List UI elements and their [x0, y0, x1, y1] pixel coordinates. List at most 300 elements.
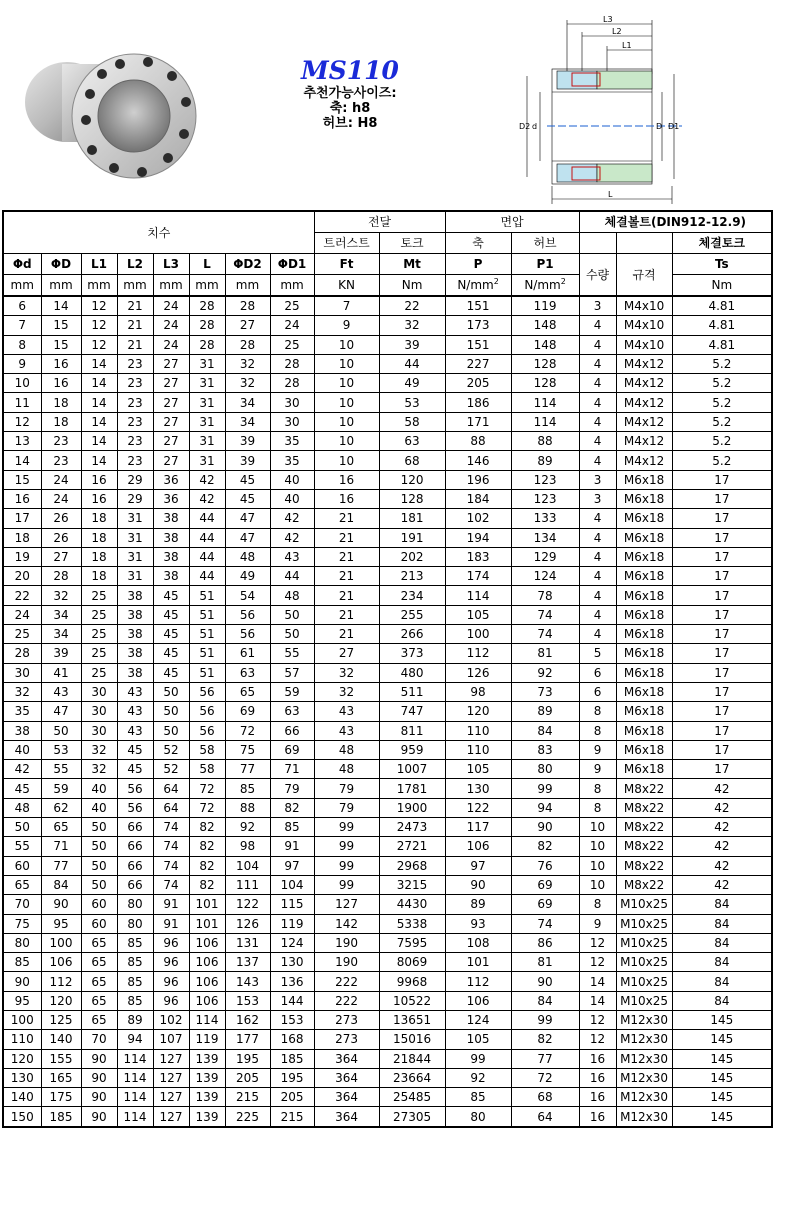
table-cell: 213	[379, 567, 445, 586]
table-cell: 9	[3, 354, 41, 373]
table-cell: 127	[153, 1107, 189, 1127]
table-cell: 99	[314, 856, 379, 875]
table-cell: 30	[270, 412, 314, 431]
table-cell: 10	[314, 451, 379, 470]
table-cell: M6x18	[616, 567, 672, 586]
table-cell: 19	[3, 547, 41, 566]
symbol-cell: L2	[117, 254, 153, 275]
table-cell: 16	[81, 470, 117, 489]
table-cell: 125	[41, 1010, 81, 1029]
table-cell: 65	[3, 875, 41, 894]
table-cell: 25	[81, 586, 117, 605]
group-dims: 치수	[3, 211, 314, 254]
table-cell: 18	[81, 528, 117, 547]
table-cell: 10	[314, 412, 379, 431]
table-cell: 96	[153, 972, 189, 991]
table-cell: 22	[3, 586, 41, 605]
unit-text: mm	[10, 278, 34, 292]
table-cell: 50	[81, 818, 117, 837]
symbol-cell: Mt	[379, 254, 445, 275]
table-cell: 11	[3, 393, 41, 412]
table-cell: 17	[672, 470, 772, 489]
table-cell: 45	[117, 740, 153, 759]
table-cell: 110	[3, 1030, 41, 1049]
table-row	[3, 509, 772, 528]
table-cell: 130	[445, 779, 511, 798]
table-cell: 72	[189, 779, 225, 798]
table-cell: 165	[41, 1068, 81, 1087]
table-cell: 45	[153, 586, 189, 605]
symbol-cell: 수량	[579, 254, 616, 297]
unit-text: N/mm	[524, 278, 561, 292]
table-cell: M4x12	[616, 393, 672, 412]
table-cell: M6x18	[616, 702, 672, 721]
table-cell: 90	[81, 1049, 117, 1068]
table-cell: 31	[117, 509, 153, 528]
table-cell: 63	[379, 432, 445, 451]
table-cell: 69	[511, 875, 579, 894]
table-cell: 68	[379, 451, 445, 470]
hub-value: H8	[357, 116, 378, 131]
unit-cell	[225, 275, 270, 297]
table-cell: 78	[511, 586, 579, 605]
table-cell: 32	[314, 682, 379, 701]
table-cell: 112	[445, 972, 511, 991]
table-cell: 1781	[379, 779, 445, 798]
table-cell: 6	[579, 682, 616, 701]
table-cell: 106	[189, 972, 225, 991]
table-cell: 90	[81, 1107, 117, 1127]
table-cell: 28	[270, 374, 314, 393]
table-cell: 39	[379, 335, 445, 354]
table-cell: 84	[672, 895, 772, 914]
unit-text: mm	[49, 278, 73, 292]
table-cell: 56	[225, 625, 270, 644]
sub-hub: 허브	[511, 233, 579, 254]
table-cell: 105	[445, 605, 511, 624]
sub-shaft: 축	[445, 233, 511, 254]
table-cell: 38	[153, 547, 189, 566]
table-cell: 16	[41, 374, 81, 393]
table-cell: 49	[225, 567, 270, 586]
table-cell: 65	[81, 972, 117, 991]
table-cell: 10	[3, 374, 41, 393]
table-cell: 66	[270, 721, 314, 740]
table-cell: 13651	[379, 1010, 445, 1029]
table-cell: 25	[270, 296, 314, 316]
table-cell: 105	[445, 1030, 511, 1049]
table-cell: 32	[314, 663, 379, 682]
table-cell: 205	[270, 1088, 314, 1107]
table-cell: 153	[225, 991, 270, 1010]
table-cell: 99	[445, 1049, 511, 1068]
table-row	[3, 933, 772, 952]
table-cell: 136	[270, 972, 314, 991]
table-cell: M4x12	[616, 451, 672, 470]
table-cell: 119	[270, 914, 314, 933]
unit-cell	[189, 275, 225, 297]
table-row	[3, 644, 772, 663]
table-row	[3, 1068, 772, 1087]
table-cell: 92	[225, 818, 270, 837]
table-cell: 31	[189, 393, 225, 412]
table-cell: 42	[270, 528, 314, 547]
table-cell: 115	[270, 895, 314, 914]
table-cell: 130	[270, 953, 314, 972]
table-cell: 74	[153, 818, 189, 837]
table-cell: 106	[189, 953, 225, 972]
table-cell: 42	[672, 779, 772, 798]
table-cell: 24	[153, 316, 189, 335]
table-cell: M10x25	[616, 933, 672, 952]
table-cell: 38	[153, 509, 189, 528]
table-cell: 55	[41, 760, 81, 779]
table-cell: 114	[189, 1010, 225, 1029]
table-row	[3, 547, 772, 566]
table-cell: 51	[189, 625, 225, 644]
table-cell: 66	[117, 856, 153, 875]
table-cell: 5.2	[672, 393, 772, 412]
table-cell: 5.2	[672, 432, 772, 451]
table-cell: 146	[445, 451, 511, 470]
table-row	[3, 991, 772, 1010]
table-cell: 12	[81, 316, 117, 335]
table-cell: 28	[189, 335, 225, 354]
table-cell: 12	[579, 953, 616, 972]
table-cell: 55	[270, 644, 314, 663]
unit-text: Nm	[711, 278, 733, 292]
table-cell: 185	[41, 1107, 81, 1127]
table-cell: M4x12	[616, 374, 672, 393]
table-cell: 4	[579, 528, 616, 547]
table-cell: 27305	[379, 1107, 445, 1127]
table-cell: 40	[81, 798, 117, 817]
table-cell: 88	[511, 432, 579, 451]
table-cell: 8069	[379, 953, 445, 972]
table-cell: 120	[3, 1049, 41, 1068]
table-cell: 124	[270, 933, 314, 952]
table-cell: 21844	[379, 1049, 445, 1068]
table-cell: M10x25	[616, 914, 672, 933]
table-cell: 65	[225, 682, 270, 701]
table-cell: M6x18	[616, 547, 672, 566]
table-row	[3, 682, 772, 701]
table-cell: 100	[445, 625, 511, 644]
table-cell: 10	[314, 374, 379, 393]
unit-cell	[314, 275, 379, 297]
table-cell: 17	[672, 644, 772, 663]
table-cell: 47	[225, 528, 270, 547]
unit-cell	[41, 275, 81, 297]
table-cell: 145	[672, 1107, 772, 1127]
table-cell: 94	[511, 798, 579, 817]
table-cell: 79	[314, 798, 379, 817]
header-row-symbols	[3, 254, 772, 275]
table-cell: M8x22	[616, 856, 672, 875]
table-cell: 44	[189, 547, 225, 566]
table-cell: 92	[511, 663, 579, 682]
dim-d: d	[532, 122, 538, 131]
symbol-cell: L3	[153, 254, 189, 275]
table-cell: 15	[41, 335, 81, 354]
table-cell: 57	[270, 663, 314, 682]
table-cell: 4	[579, 509, 616, 528]
dim-l2: L2	[612, 27, 622, 36]
table-cell: M4x12	[616, 354, 672, 373]
symbol-cell: ΦD	[41, 254, 81, 275]
table-cell: 148	[511, 335, 579, 354]
table-cell: 85	[225, 779, 270, 798]
table-cell: 31	[189, 451, 225, 470]
table-cell: 85	[117, 972, 153, 991]
table-cell: 38	[3, 721, 41, 740]
table-cell: 15016	[379, 1030, 445, 1049]
table-cell: 171	[445, 412, 511, 431]
table-cell: 114	[445, 586, 511, 605]
table-cell: 9	[314, 316, 379, 335]
table-cell: 45	[153, 663, 189, 682]
table-cell: 142	[314, 914, 379, 933]
table-cell: 94	[117, 1030, 153, 1049]
table-cell: 222	[314, 991, 379, 1010]
table-cell: 4	[579, 374, 616, 393]
table-cell: 18	[41, 412, 81, 431]
table-cell: 4	[579, 451, 616, 470]
table-cell: M4x10	[616, 296, 672, 316]
table-cell: 56	[189, 721, 225, 740]
table-cell: 10	[314, 393, 379, 412]
table-cell: 69	[511, 895, 579, 914]
table-row	[3, 625, 772, 644]
table-row	[3, 374, 772, 393]
table-cell: 150	[3, 1107, 41, 1127]
table-cell: 140	[3, 1088, 41, 1107]
table-cell: 273	[314, 1030, 379, 1049]
table-cell: 25	[81, 605, 117, 624]
spec-table-body	[3, 296, 772, 1127]
table-row	[3, 451, 772, 470]
table-cell: 64	[153, 779, 189, 798]
unit-cell	[672, 275, 772, 297]
table-cell: 84	[672, 914, 772, 933]
table-cell: 102	[153, 1010, 189, 1029]
table-cell: 14	[81, 393, 117, 412]
table-cell: M8x22	[616, 779, 672, 798]
table-cell: 21	[117, 316, 153, 335]
table-cell: 44	[189, 567, 225, 586]
table-cell: 64	[153, 798, 189, 817]
table-cell: 14	[81, 432, 117, 451]
table-cell: 44	[379, 354, 445, 373]
table-cell: 59	[270, 682, 314, 701]
table-cell: 74	[511, 914, 579, 933]
table-cell: 50	[153, 702, 189, 721]
table-cell: 12	[579, 1010, 616, 1029]
table-cell: 21	[314, 547, 379, 566]
table-cell: 16	[579, 1088, 616, 1107]
table-cell: M8x22	[616, 798, 672, 817]
table-cell: 16	[3, 489, 41, 508]
table-cell: 95	[41, 914, 81, 933]
unit-text: mm	[195, 278, 219, 292]
table-cell: 42	[270, 509, 314, 528]
table-cell: 84	[672, 953, 772, 972]
table-cell: 8	[579, 798, 616, 817]
table-cell: 75	[3, 914, 41, 933]
unit-cell	[445, 275, 511, 297]
table-cell: 101	[445, 953, 511, 972]
unit-superscript: 2	[560, 277, 566, 286]
table-row	[3, 953, 772, 972]
table-cell: 18	[81, 567, 117, 586]
table-cell: 83	[511, 740, 579, 759]
table-cell: 98	[445, 682, 511, 701]
sub-bolt-blank-b	[616, 233, 672, 254]
table-cell: 34	[225, 393, 270, 412]
table-cell: 12	[81, 335, 117, 354]
table-cell: 43	[314, 721, 379, 740]
table-cell: 13	[3, 432, 41, 451]
table-cell: 31	[189, 354, 225, 373]
table-cell: 137	[225, 953, 270, 972]
table-cell: 44	[189, 509, 225, 528]
table-cell: 215	[225, 1088, 270, 1107]
table-cell: 145	[672, 1068, 772, 1087]
table-cell: 93	[445, 914, 511, 933]
table-cell: 127	[153, 1088, 189, 1107]
table-cell: 96	[153, 953, 189, 972]
table-cell: 17	[672, 489, 772, 508]
symbol-cell: L	[189, 254, 225, 275]
table-cell: 32	[225, 354, 270, 373]
table-cell: 56	[117, 798, 153, 817]
table-cell: 32	[81, 740, 117, 759]
table-cell: 84	[511, 721, 579, 740]
table-cell: 151	[445, 296, 511, 316]
table-cell: 4	[579, 412, 616, 431]
table-cell: 27	[41, 547, 81, 566]
table-cell: 128	[511, 354, 579, 373]
table-cell: 90	[41, 895, 81, 914]
table-cell: 7	[314, 296, 379, 316]
table-cell: 104	[225, 856, 270, 875]
table-cell: 3	[579, 296, 616, 316]
table-cell: 5	[579, 644, 616, 663]
table-cell: 66	[117, 837, 153, 856]
header-row-groups	[3, 211, 772, 233]
table-cell: 4	[579, 335, 616, 354]
table-cell: 811	[379, 721, 445, 740]
table-cell: 24	[41, 470, 81, 489]
table-cell: M4x10	[616, 316, 672, 335]
table-cell: 40	[81, 779, 117, 798]
table-cell: 5.2	[672, 374, 772, 393]
table-cell: 65	[41, 818, 81, 837]
table-row	[3, 721, 772, 740]
table-cell: 38	[117, 605, 153, 624]
table-cell: 77	[511, 1049, 579, 1068]
hub-label: 허브:	[322, 116, 353, 131]
table-cell: 124	[445, 1010, 511, 1029]
table-cell: 106	[189, 933, 225, 952]
group-transfer: 전달	[314, 211, 445, 233]
table-cell: 43	[117, 721, 153, 740]
table-cell: 195	[225, 1049, 270, 1068]
table-cell: 25	[81, 663, 117, 682]
table-cell: 1007	[379, 760, 445, 779]
table-cell: 106	[445, 837, 511, 856]
table-cell: 79	[314, 779, 379, 798]
table-cell: 23	[117, 451, 153, 470]
table-cell: 16	[579, 1107, 616, 1127]
table-cell: 8	[579, 702, 616, 721]
table-cell: 90	[3, 972, 41, 991]
table-cell: 26	[41, 509, 81, 528]
table-cell: 51	[189, 663, 225, 682]
table-row	[3, 818, 772, 837]
table-row	[3, 1107, 772, 1127]
table-cell: 43	[117, 702, 153, 721]
table-cell: 65	[81, 953, 117, 972]
symbol-cell: Φd	[3, 254, 41, 275]
sub-thrust: 트러스트	[314, 233, 379, 254]
table-cell: 30	[81, 682, 117, 701]
table-cell: 106	[445, 991, 511, 1010]
table-cell: 145	[672, 1030, 772, 1049]
table-cell: M6x18	[616, 528, 672, 547]
table-cell: 364	[314, 1088, 379, 1107]
table-cell: 51	[189, 586, 225, 605]
unit-text: KN	[338, 278, 355, 292]
table-cell: 1900	[379, 798, 445, 817]
table-row	[3, 335, 772, 354]
table-cell: 364	[314, 1068, 379, 1087]
table-cell: 27	[153, 412, 189, 431]
table-cell: 12	[3, 412, 41, 431]
table-cell: 27	[225, 316, 270, 335]
table-cell: 50	[270, 625, 314, 644]
table-cell: 77	[41, 856, 81, 875]
table-cell: 16	[314, 489, 379, 508]
table-cell: 139	[189, 1049, 225, 1068]
table-cell: 145	[672, 1049, 772, 1068]
table-cell: 51	[189, 644, 225, 663]
table-cell: 255	[379, 605, 445, 624]
table-cell: 55	[3, 837, 41, 856]
table-cell: 23	[117, 412, 153, 431]
table-cell: 5338	[379, 914, 445, 933]
table-cell: 74	[511, 625, 579, 644]
table-cell: 82	[189, 875, 225, 894]
table-cell: 2968	[379, 856, 445, 875]
spec-table	[2, 210, 773, 1128]
table-cell: 65	[81, 933, 117, 952]
table-cell: 52	[153, 760, 189, 779]
group-bolt: 체결볼트(DIN912-12.9)	[579, 211, 772, 233]
table-cell: 10	[579, 818, 616, 837]
table-cell: 4	[579, 354, 616, 373]
table-cell: 128	[379, 489, 445, 508]
table-cell: 72	[225, 721, 270, 740]
table-cell: 195	[270, 1068, 314, 1087]
table-cell: 122	[225, 895, 270, 914]
table-cell: 114	[117, 1088, 153, 1107]
table-cell: 32	[225, 374, 270, 393]
table-cell: 130	[3, 1068, 41, 1087]
table-cell: 53	[379, 393, 445, 412]
table-cell: 23	[117, 432, 153, 451]
table-cell: 32	[81, 760, 117, 779]
